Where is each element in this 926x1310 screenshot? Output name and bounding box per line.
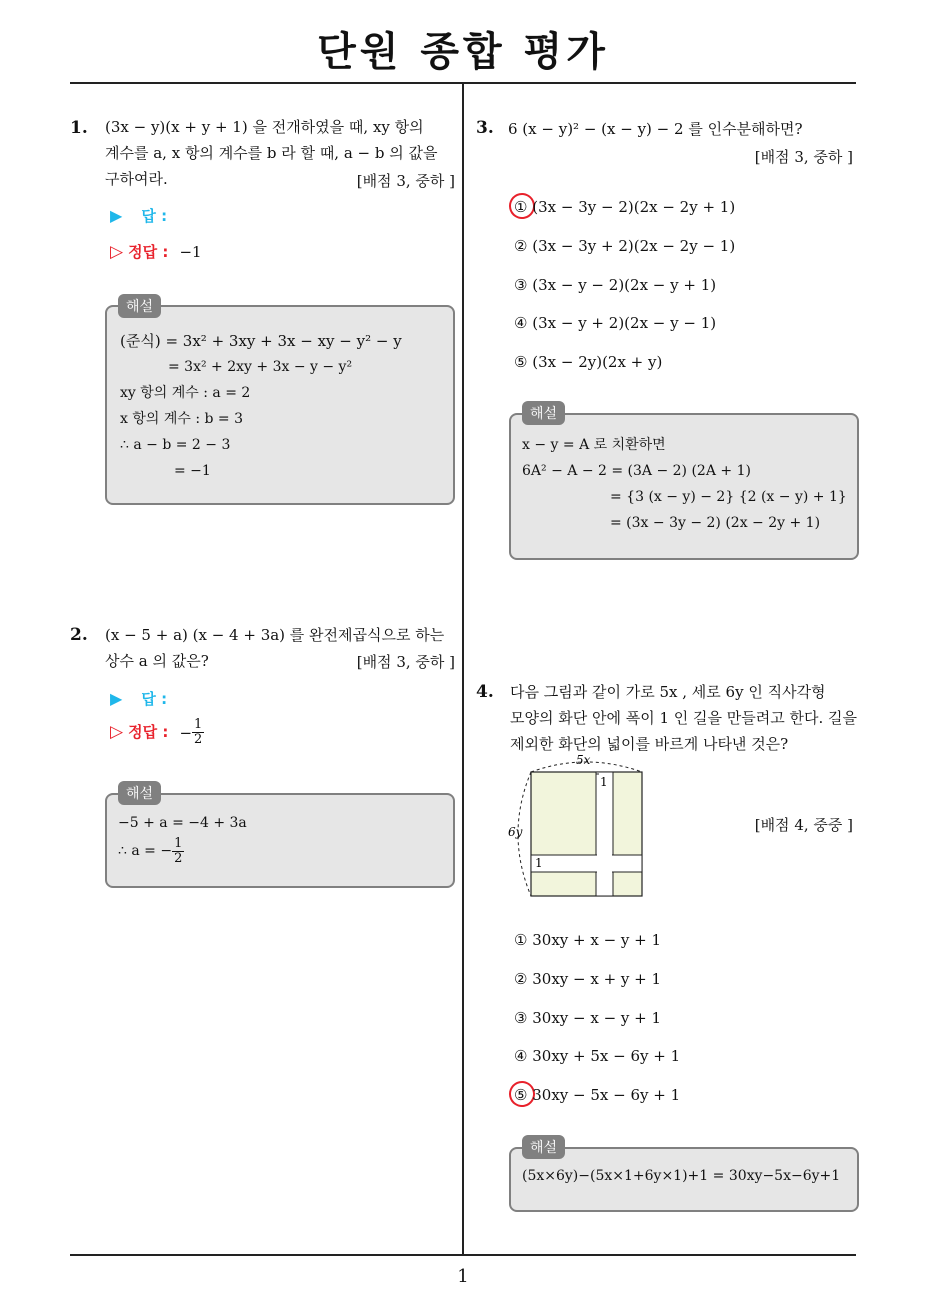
q1-explanation-tab: 해설 (118, 294, 161, 318)
q3-option-4[interactable] (514, 314, 716, 332)
q2-line2: 상수 a 의 값은? (105, 652, 209, 670)
q3-exp-line: = {3 (x − y) − 2} {2 (x − y) + 1} (610, 489, 847, 505)
q1-solution-row (110, 241, 202, 262)
q1-explanation-body (120, 328, 402, 484)
q3-line1: 6 (x − y)² − (x − y) − 2 를 인수분해하면? (508, 120, 803, 138)
q1-line2: 계수를 a, x 항의 계수를 b 라 할 때, a − b 의 값을 (105, 144, 438, 162)
q2-explanation-tab: 해설 (118, 781, 161, 805)
column-divider (462, 84, 464, 1256)
fraction-numerator: 1 (174, 835, 183, 851)
q3-number: 3. (476, 118, 494, 138)
q1-exp-line: x 항의 계수 : b = 3 (120, 411, 244, 427)
q2-correct-fraction (192, 718, 204, 747)
bottom-rule (70, 1254, 856, 1256)
option-text: 30xy − x + y + 1 (532, 970, 662, 988)
height-label: 6y (508, 825, 523, 839)
fraction-denominator: 2 (194, 732, 203, 747)
q4-option-3[interactable] (514, 1009, 661, 1027)
q4-score: [배점 4, 중중 ] (754, 816, 853, 834)
answer-arrow-icon: ▶ (110, 689, 123, 708)
q3-exp-line: = (3x − 3y − 2) (2x − 2y + 1) (610, 515, 821, 531)
solution-arrow-icon: ▷ (110, 242, 124, 262)
q1-correct-answer: −1 (179, 243, 202, 261)
q3-score: [배점 3, 중하 ] (754, 148, 853, 166)
q1-exp-line: = −1 (174, 463, 211, 479)
q1-score: [배점 3, 중하 ] (356, 172, 455, 190)
q4-explanation-tab: 해설 (522, 1135, 565, 1159)
option-mark: ② (514, 970, 528, 988)
q4-line1: 다음 그림과 같이 가로 5x , 세로 6y 인 직사각형 (510, 683, 826, 701)
q3-option-5[interactable] (514, 353, 662, 371)
q1-exp-line: (준식) = 3x² + 3xy + 3x − xy − y² − y (120, 332, 402, 350)
q2-correct-sign: − (179, 723, 193, 742)
width-label: 5x (576, 753, 591, 767)
option-mark: ① (514, 931, 528, 949)
q4-option-4[interactable] (514, 1047, 680, 1065)
q2-exp2-text: ∴ a = − (118, 843, 173, 859)
q1-exp-line: = 3x² + 2xy + 3x − y − y² (168, 359, 353, 375)
option-text: (3x − 3y − 2)(2x − 2y + 1) (532, 198, 736, 216)
answer-arrow-icon: ▶ (110, 206, 123, 225)
q2-line1: (x − 5 + a) (x − 4 + 3a) 를 완전제곱식으로 하는 (105, 626, 445, 644)
q4-option-1[interactable] (514, 931, 661, 949)
option-mark: ② (514, 237, 528, 255)
page-title: 단원 종합 평가 (317, 29, 609, 75)
q2-explanation-body (118, 810, 247, 866)
option-mark: ④ (514, 314, 528, 332)
q3-explanation-body (522, 432, 847, 536)
solution-label: 정답 : (128, 243, 169, 261)
option-mark: ⑤ (514, 353, 528, 371)
q4-number: 4. (476, 682, 494, 702)
option-text: 30xy − 5x − 6y + 1 (532, 1086, 681, 1104)
q1-answer-row (110, 205, 167, 226)
option-text: 30xy − x − y + 1 (532, 1009, 662, 1027)
option-mark: ④ (514, 1047, 528, 1065)
path-fill-h (532, 856, 641, 871)
page-number: 1 (457, 1266, 469, 1287)
q1-line1: (3x − y)(x + y + 1) 을 전개하였을 때, xy 항의 (105, 118, 424, 136)
q3-option-3[interactable] (514, 276, 716, 294)
q4-line2: 모양의 화단 안에 폭이 1 인 길을 만들려고 한다. 길을 (510, 709, 858, 727)
q2-number: 2. (70, 625, 88, 645)
top-path-width-label: 1 (600, 775, 608, 789)
side-path-width-label: 1 (535, 856, 543, 870)
q2-solution-row (110, 718, 204, 747)
q3-option-2[interactable] (514, 237, 735, 255)
fraction-denominator: 2 (174, 850, 183, 866)
q1-exp-line: xy 항의 계수 : a = 2 (120, 385, 251, 401)
solution-label: 정답 : (128, 723, 169, 741)
q1-exp-line: ∴ a − b = 2 − 3 (120, 437, 231, 453)
option-text: 30xy + 5x − 6y + 1 (532, 1047, 681, 1065)
solution-arrow-icon: ▷ (110, 722, 124, 742)
garden-figure (500, 750, 660, 900)
fraction-numerator: 1 (194, 717, 203, 732)
answer-label: 답 : (141, 207, 168, 225)
option-mark: ③ (514, 276, 528, 294)
q4-line3: 제외한 화단의 넓이를 바르게 나타낸 것은? (510, 735, 789, 753)
path-fill-v (597, 773, 612, 895)
option-text: (3x − 2y)(2x + y) (532, 353, 663, 371)
option-mark: ③ (514, 1009, 528, 1027)
q3-exp-line: x − y = A 로 치환하면 (522, 437, 666, 453)
garden-outer-rect (531, 772, 642, 896)
q4-explanation-text: (5x×6y)−(5x×1+6y×1)+1 = 30xy−5x−6y+1 (522, 1168, 841, 1184)
q2-exp-line: −5 + a = −4 + 3a (118, 815, 247, 831)
q2-score: [배점 3, 중하 ] (356, 653, 455, 671)
option-text: (3x − y − 2)(2x − y + 1) (532, 276, 717, 294)
q3-explanation-tab: 해설 (522, 401, 565, 425)
q4-option-2[interactable] (514, 970, 661, 988)
option-text: (3x − y + 2)(2x − y − 1) (532, 314, 717, 332)
q3-option-1[interactable] (514, 198, 735, 216)
answer-label: 답 : (141, 690, 168, 708)
option-text: (3x − 3y + 2)(2x − 2y − 1) (532, 237, 736, 255)
q3-exp-line: 6A² − A − 2 = (3A − 2) (2A + 1) (522, 463, 751, 479)
option-text: 30xy + x − y + 1 (532, 931, 662, 949)
q1-line3: 구하여라. (105, 170, 168, 188)
option-mark: ① (514, 198, 528, 216)
q1-number: 1. (70, 118, 88, 138)
q2-exp-fraction (172, 837, 184, 866)
q4-text (510, 679, 857, 757)
q2-answer-row (110, 688, 167, 709)
q4-option-5[interactable] (514, 1086, 680, 1104)
option-mark: ⑤ (514, 1086, 528, 1104)
q2-exp-line (118, 836, 247, 866)
